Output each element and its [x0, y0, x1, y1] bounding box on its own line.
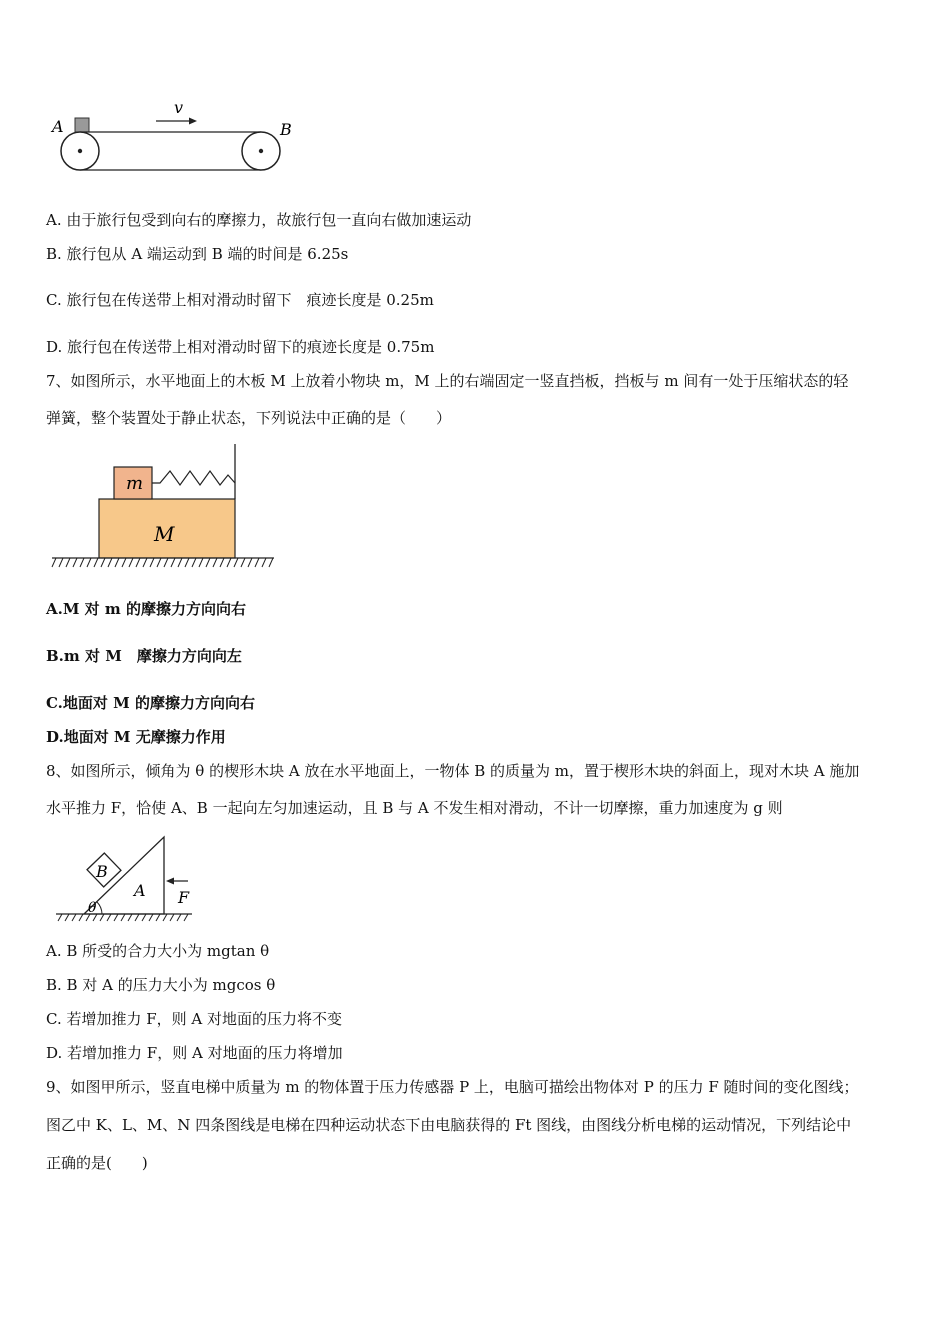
q9-stem-line-3: 正确的是( )	[46, 1154, 148, 1172]
q7-option-c: C.地面对 M 的摩擦力方向向右	[46, 694, 255, 712]
wedge-figure	[52, 832, 202, 927]
q9-stem-line-2: 图乙中 K、L、M、N 四条图线是电梯在四种运动状态下由电脑获得的 Ft 图线，由图线分析电梯的运动情况，下列结论中	[46, 1116, 852, 1134]
fig8-label-b: B	[96, 862, 108, 881]
fig7-label-m: m	[126, 473, 144, 494]
fig6-label-b: B	[280, 120, 292, 139]
q7-option-a: A.M 对 m 的摩擦力方向向右	[46, 600, 247, 618]
q7-option-d: D.地面对 M 无摩擦力作用	[46, 728, 226, 746]
q8-option-c: C. 若增加推力 F，则 A 对地面的压力将不变	[46, 1010, 343, 1028]
q6-option-b: B. 旅行包从 A 端运动到 B 端的时间是 6.25s	[46, 245, 349, 263]
q6-option-d: D. 旅行包在传送带上相对滑动时留下的痕迹长度是 0.75m	[46, 338, 435, 356]
q7-stem-line-2: 弹簧，整个装置处于静止状态，下列说法中正确的是（ ）	[46, 409, 452, 427]
q7-stem-line-1: 7、如图所示，水平地面上的木板 M 上放着小物块 m，M 上的右端固定一竖直挡板，挡板与 m 间有一处于压缩状态的轻	[46, 372, 849, 390]
fig8-label-a: A	[134, 881, 146, 900]
q8-stem-line-2: 水平推力 F，恰使 A、B 一起向左匀加速运动，且 B 与 A 不发生相对滑动，不计一切摩擦，重力加速度为 g 则	[46, 799, 783, 817]
q8-option-d: D. 若增加推力 F，则 A 对地面的压力将增加	[46, 1044, 343, 1062]
fig7-label-M: M	[154, 522, 175, 546]
q6-option-a: A. 由于旅行包受到向右的摩擦力，故旅行包一直向右做加速运动	[46, 211, 472, 229]
board-spring-figure	[48, 440, 278, 575]
q8-stem-line-1: 8、如图所示，倾角为 θ 的楔形木块 A 放在水平地面上，一物体 B 的质量为 m，置于楔形木块的斜面上，现对木块 A 施加	[46, 762, 860, 780]
q7-option-b: B.m 对 M 摩擦力方向向左	[46, 647, 242, 665]
fig8-label-theta: θ	[88, 900, 97, 916]
q9-stem-line-1: 9、如图甲所示，竖直电梯中质量为 m 的物体置于压力传感器 P 上，电脑可描绘出物体对 P 的压力 F 随时间的变化图线；	[46, 1078, 859, 1096]
conveyor-belt-figure	[40, 95, 310, 180]
q8-option-b: B. B 对 A 的压力大小为 mgcos θ	[46, 976, 276, 994]
q8-option-a: A. B 所受的合力大小为 mgtan θ	[46, 942, 270, 960]
q6-option-c: C. 旅行包在传送带上相对滑动时留下 痕迹长度是 0.25m	[46, 291, 434, 309]
fig8-label-f: F	[178, 888, 190, 907]
fig6-label-v: v	[174, 98, 184, 117]
fig6-label-a: A	[52, 117, 64, 136]
